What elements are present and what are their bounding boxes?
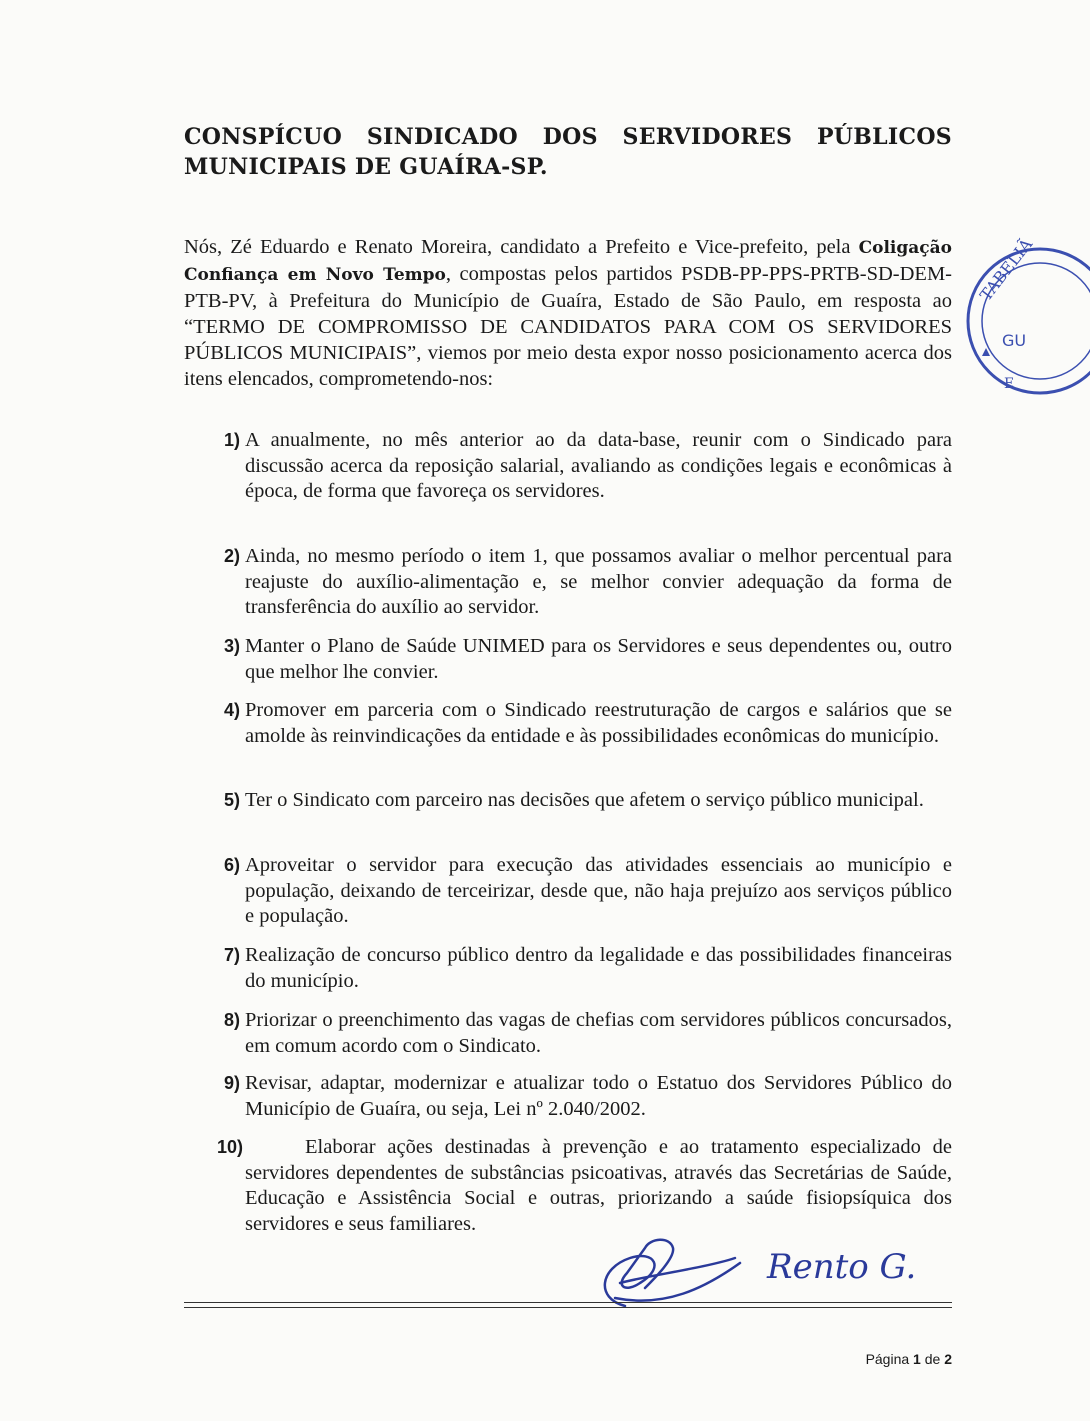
item-number: 10) xyxy=(217,1137,244,1157)
stamp-text: TABELIÃ xyxy=(976,234,1037,305)
item-text: Elaborar ações destinadas à prevenção e ao tratamento especializado de servidores dependentes de substâncias psicoativas, através das Secretárias de Saúde, Educação e Assistência Social e outras, priorizando a saúde fisiopsíquica dos servidores e seus familiares. xyxy=(245,1136,952,1235)
item-number: 5) xyxy=(223,790,240,810)
item-text: Revisar, adaptar, modernizar e atualizar todo o Estatuo dos Servidores Público do Município de Guaíra, ou seja, Lei nº 2.040/2002. xyxy=(245,1072,952,1120)
list-item xyxy=(184,853,952,930)
item-text: Aproveitar o servidor para execução das atividades essenciais ao município e população, deixando de terceirizar, desde que, não haja prejuízo aos serviços público e população. xyxy=(245,854,952,927)
item-number: 4) xyxy=(223,700,240,720)
item-number: 7) xyxy=(223,945,240,965)
item-text: Realização de concurso público dentro da legalidade e das possibilidades financeiras do município. xyxy=(245,944,952,992)
title-word: CONSPÍCUO xyxy=(184,124,343,150)
title-word: SINDICADO xyxy=(366,124,518,150)
footer-rule xyxy=(184,1307,952,1308)
intro-text-1: Nós, Zé Eduardo e Renato Moreira, candidato a Prefeito e Vice-prefeito, pela xyxy=(184,236,859,258)
list-item xyxy=(184,1071,952,1122)
page-number xyxy=(866,1351,952,1367)
signature-1 xyxy=(605,1240,740,1306)
stamp-city: GU xyxy=(1002,331,1027,350)
item-text: Promover em parceria com o Sindicado reestruturação de cargos e salários que se amolde às reinvindicações da entidade e às possibilidades econômicas do município. xyxy=(245,699,952,747)
list-item xyxy=(184,544,952,621)
item-text: Priorizar o preenchimento das vagas de chefias com servidores públicos concursados, em comum acordo com o Sindicato. xyxy=(245,1009,952,1057)
title-word: SERVIDORES xyxy=(622,124,793,150)
item-number: 8) xyxy=(223,1010,240,1030)
page-label: Página xyxy=(865,1351,910,1367)
notary-stamp xyxy=(960,234,1037,406)
title-line-1 xyxy=(184,122,952,152)
list-item xyxy=(184,943,952,994)
list-item xyxy=(184,698,952,749)
page-of: de xyxy=(924,1351,941,1367)
item-text: Manter o Plano de Saúde UNIMED para os Servidores e seus dependentes ou, outro que melhor lhe convier. xyxy=(245,635,952,683)
stamp-letter: E xyxy=(1004,376,1015,392)
list-item xyxy=(184,1135,952,1237)
footer-rule xyxy=(184,1302,952,1303)
intro-paragraph xyxy=(184,234,952,392)
current-page: 1 xyxy=(913,1351,921,1367)
intro-text-2: , compostas pelos partidos PSDB-PP-PPS-PRTB-SD-DEM-PTB-PV, à Prefeitura do Município de Guaíra, Estado de São Paulo, em resposta ao “TERMO DE COMPROMISSO DE CANDIDATOS PARA COM OS SERVIDORES PÚBLICOS MUNICIPAIS”, viemos por meio desta expor nosso posicionamento acerca dos itens elencados, comprometendo-nos: xyxy=(184,263,953,390)
list-item xyxy=(184,788,952,814)
item-number: 6) xyxy=(223,855,240,875)
list-item xyxy=(184,634,952,685)
title-word: DOS xyxy=(542,124,598,150)
document-title xyxy=(184,122,952,182)
title-word: PÚBLICOS xyxy=(816,124,952,150)
item-number: 9) xyxy=(223,1073,240,1093)
title-line-2: MUNICIPAIS DE GUAÍRA-SP. xyxy=(184,154,548,180)
list-item xyxy=(184,428,952,505)
item-number: 1) xyxy=(223,430,240,450)
item-text: A anualmente, no mês anterior ao da data-base, reunir com o Sindicado para discussão acerca da reposição salarial, avaliando as condições legais e econômicas à época, de forma que favoreça os servidores. xyxy=(245,429,952,502)
coalition-name: Coligação Confiança em Novo Tempo xyxy=(184,238,952,285)
signatures xyxy=(585,1228,945,1318)
list-item xyxy=(184,1008,952,1059)
item-text: Ter o Sindicato com parceiro nas decisões que afetem o serviço público municipal. xyxy=(245,789,924,811)
total-pages: 2 xyxy=(944,1351,952,1367)
stamp-icon xyxy=(960,236,1090,406)
item-number: 3) xyxy=(223,636,240,656)
item-text: Ainda, no mesmo período o item 1, que possamos avaliar o melhor percentual para reajuste do auxílio-alimentação e, se melhor convier adequação da forma de transferência do auxílio ao servidor. xyxy=(245,545,952,618)
signature-2: Rento G. xyxy=(767,1247,917,1287)
item-number: 2) xyxy=(223,546,240,566)
